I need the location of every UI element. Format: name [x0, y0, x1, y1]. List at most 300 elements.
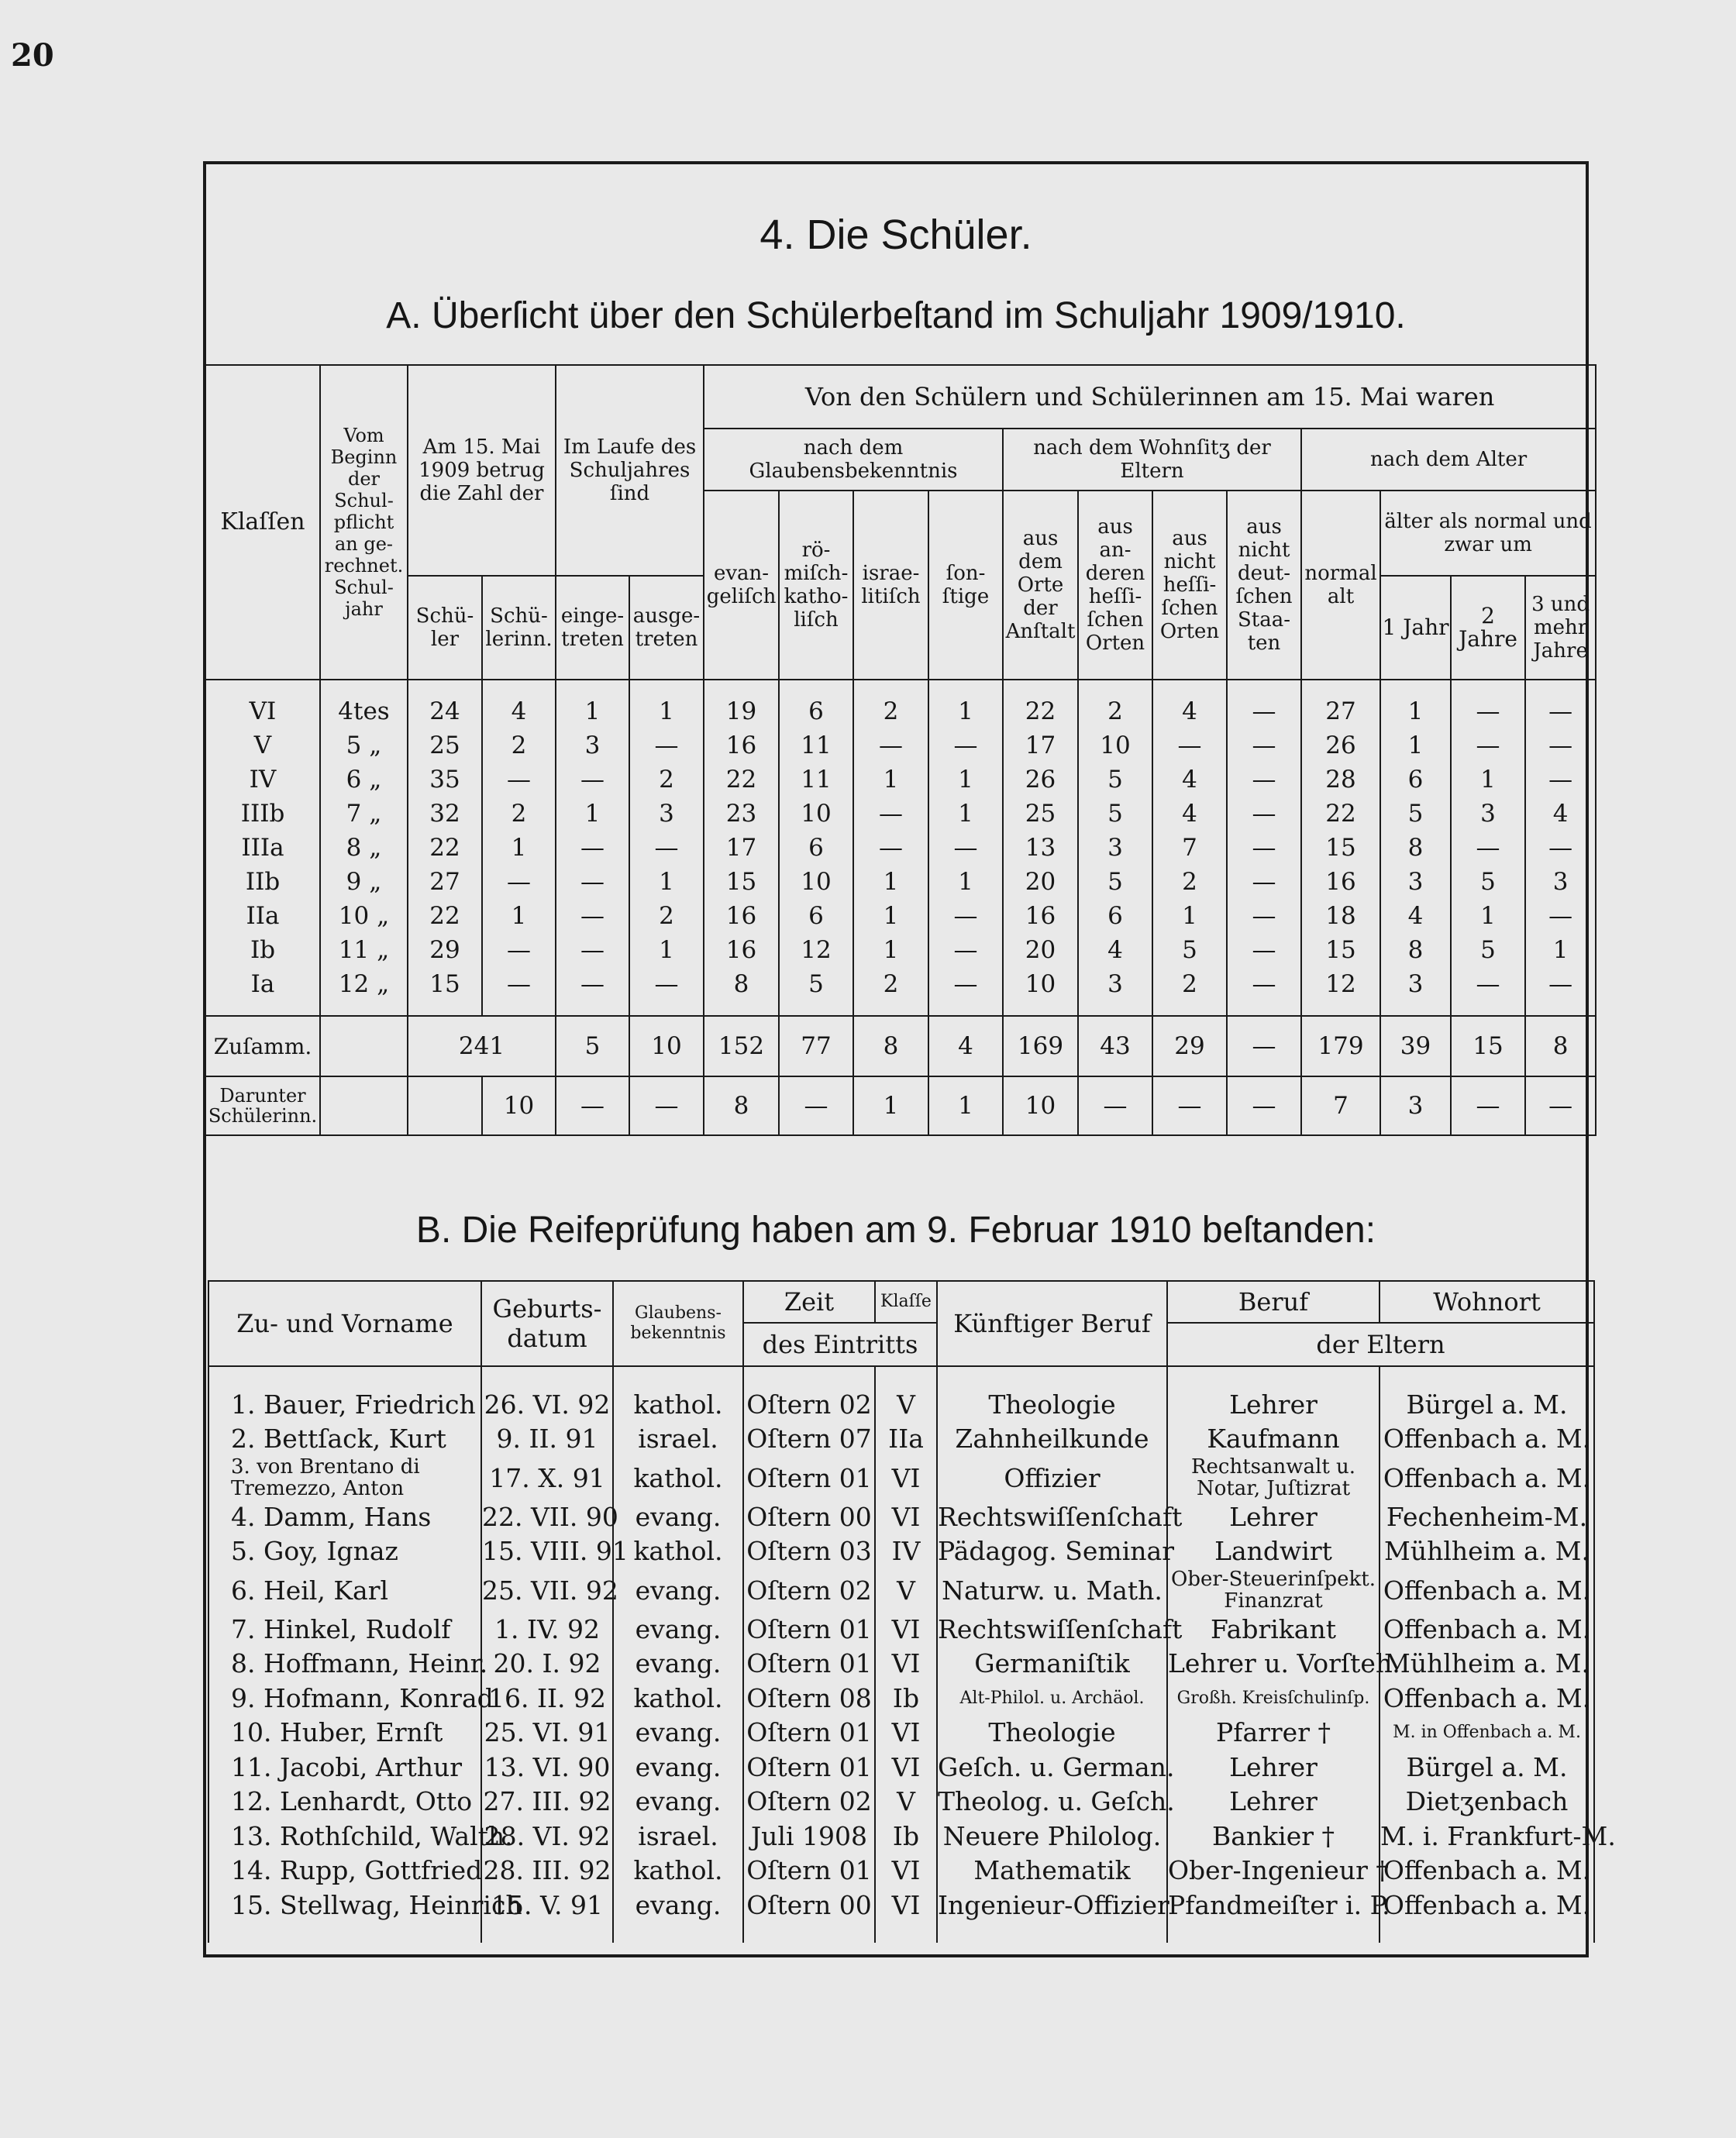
student-name: 9. Hofmann, Konrad — [208, 1681, 481, 1716]
table-cell: 5 — [1451, 865, 1525, 899]
table-cell: — — [1152, 1076, 1227, 1135]
table-cell: 16 — [1301, 865, 1380, 899]
header-roemisch: römiſchkatholiſch — [779, 491, 853, 680]
table-b-title: B. Die Reifeprüfung haben am 9. Februar 1910 beſtanden: — [415, 1210, 1376, 1251]
birth-date: 25. VII. 92 — [481, 1568, 613, 1612]
table-cell: 1 — [1525, 933, 1596, 967]
table-cell: 1 — [928, 1076, 1003, 1135]
table-cell: 1 — [629, 933, 704, 967]
entry-class: VI — [875, 1888, 937, 1943]
birth-date: 9. II. 91 — [481, 1422, 613, 1457]
table-cell: 4 — [482, 680, 556, 728]
future-profession: Ingenieur-Offizier — [937, 1888, 1167, 1943]
header-klasse: Klaſſe — [875, 1281, 937, 1323]
entry-time: Oſtern 02 — [743, 1366, 875, 1422]
religion: evang. — [613, 1888, 743, 1943]
table-cell: — — [853, 728, 928, 763]
table-cell: 27 — [1301, 680, 1380, 728]
table-row — [208, 1568, 1594, 1612]
parent-profession: Fabrikant — [1167, 1612, 1380, 1647]
entry-time: Oſtern 07 — [743, 1422, 875, 1457]
header-vom-beginn: Vom Beginn der Schulpflicht an gerechnet. Schuljahr — [320, 365, 408, 680]
future-profession: Neuere Philolog. — [937, 1819, 1167, 1854]
religion: kathol. — [613, 1456, 743, 1499]
table-cell: 29 — [1152, 1016, 1227, 1076]
religion: evang. — [613, 1499, 743, 1534]
table-cell: — — [1525, 831, 1596, 865]
religion: kathol. — [613, 1854, 743, 1888]
future-profession: Theologie — [937, 1716, 1167, 1751]
entry-time: Oſtern 02 — [743, 1568, 875, 1612]
table-cell: 25 — [408, 728, 482, 763]
header-aus-dem-orte: aus dem Orte der Anſtalt — [1003, 491, 1078, 680]
table-cell: 5 — [779, 967, 853, 1016]
parent-profession: Ober-Ingenieur † — [1167, 1854, 1380, 1888]
entry-class: VI — [875, 1854, 937, 1888]
table-cell: — — [1227, 680, 1301, 728]
table-row — [205, 933, 1596, 967]
table-cell: 8 — [704, 1076, 779, 1135]
parent-profession: Pfandmeiſter i. P. — [1167, 1888, 1380, 1943]
table-cell: — — [556, 933, 629, 967]
table-row — [205, 680, 1596, 728]
entry-time: Oſtern 01 — [743, 1647, 875, 1682]
table-cell: — — [482, 933, 556, 967]
header-zeit: Zeit — [743, 1281, 875, 1323]
table-cell: 2 — [1078, 680, 1152, 728]
entry-class: Ib — [875, 1681, 937, 1716]
header-ausgetreten: ausgetreten — [629, 576, 704, 680]
table-cell: 5 — [1078, 865, 1152, 899]
table-cell: 22 — [1003, 680, 1078, 728]
entry-time: Juli 1908 — [743, 1819, 875, 1854]
table-cell: 10 — [1003, 967, 1078, 1016]
table-cell: — — [629, 831, 704, 865]
table-cell — [320, 1016, 408, 1076]
header-klassen: Klaſſen — [205, 365, 320, 680]
religion: evang. — [613, 1750, 743, 1785]
header-evangelisch: evangeliſch — [704, 491, 779, 680]
table-cell: — — [1078, 1076, 1152, 1135]
religion: evang. — [613, 1647, 743, 1682]
table-cell: 7 — [1301, 1076, 1380, 1135]
table-a-title: A. Überſicht über den Schülerbeſtand im Schuljahr 1909/1910. — [386, 295, 1406, 336]
table-cell: — — [1227, 1016, 1301, 1076]
religion: kathol. — [613, 1366, 743, 1422]
zusammen-label: Zuſamm. — [205, 1016, 320, 1076]
entry-class: V — [875, 1568, 937, 1612]
table-cell: 4 — [1152, 680, 1227, 728]
table-cell: 6 — [779, 680, 853, 728]
table-cell: 15 — [408, 967, 482, 1016]
table-cell: 1 — [482, 899, 556, 933]
table-cell: 4 — [1152, 797, 1227, 831]
table-cell: 3 — [1380, 967, 1451, 1016]
religion: evang. — [613, 1785, 743, 1820]
table-cell: 1 — [928, 680, 1003, 728]
entry-class: IV — [875, 1534, 937, 1569]
table-row — [205, 763, 1596, 797]
header-eingetreten: eingetreten — [556, 576, 629, 680]
table-cell: 8 — [704, 967, 779, 1016]
table-cell: 15 — [704, 865, 779, 899]
class-label: IIIb — [205, 797, 320, 831]
birth-date: 15. V. 91 — [481, 1888, 613, 1943]
class-label: Ia — [205, 967, 320, 1016]
table-cell: — — [1525, 763, 1596, 797]
table-cell: 1 — [928, 763, 1003, 797]
table-cell: — — [1227, 1076, 1301, 1135]
header-name: Zu- und Vorname — [208, 1281, 481, 1366]
table-cell: 4 — [1078, 933, 1152, 967]
table-cell: 3 — [1078, 967, 1152, 1016]
entry-class: V — [875, 1366, 937, 1422]
table-cell: 5 — [556, 1016, 629, 1076]
table-cell: 1 — [629, 680, 704, 728]
table-cell: 1 — [556, 680, 629, 728]
table-cell: 22 — [1301, 797, 1380, 831]
table-cell: 27 — [408, 865, 482, 899]
student-name: 13. Rothſchild, Walth. — [208, 1819, 481, 1854]
header-eintritt: des Eintritts — [743, 1323, 937, 1366]
table-cell: 20 — [1003, 865, 1078, 899]
table-cell: 6 „ — [320, 763, 408, 797]
entry-class: V — [875, 1785, 937, 1820]
birth-date: 28. III. 92 — [481, 1854, 613, 1888]
table-cell: 29 — [408, 933, 482, 967]
table-cell: 3 — [1451, 797, 1525, 831]
class-label: IIa — [205, 899, 320, 933]
table-cell: 8 — [1525, 1016, 1596, 1076]
header-aus-nicht-hess: aus nicht heſſiſchen Orten — [1152, 491, 1227, 680]
table-cell: 7 — [1152, 831, 1227, 865]
table-row — [205, 728, 1596, 763]
table-cell: 1 — [853, 899, 928, 933]
table-cell: — — [556, 763, 629, 797]
header-aus-anderen: aus anderen heſſiſchen Orten — [1078, 491, 1152, 680]
table-cell: 2 — [1152, 865, 1227, 899]
table-cell: 11 „ — [320, 933, 408, 967]
table-cell: 15 — [1451, 1016, 1525, 1076]
religion: evang. — [613, 1568, 743, 1612]
birth-date: 1. IV. 92 — [481, 1612, 613, 1647]
header-wohnsitz: nach dem Wohnſitʒ der Eltern — [1003, 429, 1301, 491]
table-cell: — — [1227, 831, 1301, 865]
parent-profession: Bankier † — [1167, 1819, 1380, 1854]
table-cell: — — [853, 797, 928, 831]
table-row — [208, 1647, 1594, 1682]
table-cell: 11 — [779, 728, 853, 763]
section-title: 4. Die Schüler. — [760, 212, 1032, 258]
table-cell: 4 — [1152, 763, 1227, 797]
table-cell: 1 — [853, 763, 928, 797]
parent-profession: Lehrer — [1167, 1785, 1380, 1820]
student-name: 12. Lenhardt, Otto — [208, 1785, 481, 1820]
student-name: 4. Damm, Hans — [208, 1499, 481, 1534]
entry-class: Ib — [875, 1819, 937, 1854]
header-normal-alt: normal alt — [1301, 491, 1380, 680]
parent-residence: Fechenheim-M. — [1380, 1499, 1594, 1534]
header-glaubens: nach dem Glaubensbekenntnis — [704, 429, 1003, 491]
table-a — [205, 364, 1596, 1136]
table-cell: 1 — [853, 1076, 928, 1135]
table-cell: 3 — [1078, 831, 1152, 865]
table-cell — [408, 1076, 482, 1135]
parent-residence: Offenbach a. M. — [1380, 1456, 1594, 1499]
table-cell: 169 — [1003, 1016, 1078, 1076]
table-cell: 1 — [556, 797, 629, 831]
table-cell: 179 — [1301, 1016, 1380, 1076]
table-cell: 1 — [1380, 680, 1451, 728]
future-profession: Zahnheilkunde — [937, 1422, 1167, 1457]
table-row — [205, 865, 1596, 899]
table-cell: 15 — [1301, 933, 1380, 967]
class-label: VI — [205, 680, 320, 728]
birth-date: 13. VI. 90 — [481, 1750, 613, 1785]
header-alter: nach dem Alter — [1301, 429, 1596, 491]
table-cell: — — [1525, 967, 1596, 1016]
table-cell: — — [1451, 967, 1525, 1016]
table-b — [208, 1280, 1616, 1943]
table-cell: 8 — [853, 1016, 928, 1076]
entry-time: Oſtern 00 — [743, 1888, 875, 1943]
class-label: IIIa — [205, 831, 320, 865]
parent-residence: Offenbach a. M. — [1380, 1422, 1594, 1457]
table-cell: 5 — [1078, 763, 1152, 797]
header-1-jahr: 1 Jahr — [1380, 576, 1451, 680]
header-geburt: Geburtsdatum — [481, 1281, 613, 1366]
table-cell: 3 — [1380, 1076, 1451, 1135]
religion: evang. — [613, 1716, 743, 1751]
table-cell: 32 — [408, 797, 482, 831]
table-cell: 12 „ — [320, 967, 408, 1016]
table-cell: 4 — [1380, 899, 1451, 933]
header-wohnort: Wohnort — [1380, 1281, 1594, 1323]
table-cell: 10 — [629, 1016, 704, 1076]
table-row — [205, 797, 1596, 831]
table-cell: — — [629, 1076, 704, 1135]
table-cell: 17 — [704, 831, 779, 865]
student-name: 7. Hinkel, Rudolf — [208, 1612, 481, 1647]
religion: kathol. — [613, 1681, 743, 1716]
table-cell: 1 — [853, 933, 928, 967]
future-profession: Theologie — [937, 1366, 1167, 1422]
table-cell: — — [853, 831, 928, 865]
table-cell: 3 — [629, 797, 704, 831]
table-cell: — — [779, 1076, 853, 1135]
birth-date: 25. VI. 91 — [481, 1716, 613, 1751]
table-cell: — — [1227, 899, 1301, 933]
table-cell: 16 — [1003, 899, 1078, 933]
table-row — [208, 1750, 1594, 1785]
entry-class: VI — [875, 1499, 937, 1534]
table-row — [208, 1456, 1594, 1499]
table-cell: 23 — [704, 797, 779, 831]
table-cell: 5 „ — [320, 728, 408, 763]
table-cell: 10 — [779, 865, 853, 899]
student-name: 10. Huber, Ernſt — [208, 1716, 481, 1751]
table-cell: 4 — [928, 1016, 1003, 1076]
future-profession: Rechtswiſſenſchaft — [937, 1499, 1167, 1534]
table-cell: 10 — [779, 797, 853, 831]
table-cell: 2 — [629, 763, 704, 797]
table-cell: — — [928, 933, 1003, 967]
table-cell: 1 — [1451, 763, 1525, 797]
student-name: 14. Rupp, Gottfried — [208, 1854, 481, 1888]
entry-class: IIa — [875, 1422, 937, 1457]
table-cell: 10 — [1003, 1076, 1078, 1135]
table-cell: 5 — [1380, 797, 1451, 831]
table-cell: 8 — [1380, 933, 1451, 967]
table-row — [208, 1854, 1594, 1888]
birth-date: 16. II. 92 — [481, 1681, 613, 1716]
table-cell: 9 „ — [320, 865, 408, 899]
header-schueler: Schüler — [408, 576, 482, 680]
header-2-jahre: 2 Jahre — [1451, 576, 1525, 680]
table-cell: 24 — [408, 680, 482, 728]
entry-time: Oſtern 01 — [743, 1854, 875, 1888]
header-israelitisch: israelitiſch — [853, 491, 928, 680]
table-row — [208, 1612, 1594, 1647]
future-profession: Mathematik — [937, 1854, 1167, 1888]
table-row — [208, 1716, 1594, 1751]
table-cell: — — [482, 865, 556, 899]
table-row — [208, 1681, 1594, 1716]
table-row — [208, 1499, 1594, 1534]
student-name: 8. Hoffmann, Heinr. — [208, 1647, 481, 1682]
student-name: 2. Bettſack, Kurt — [208, 1422, 481, 1457]
entry-time: Oſtern 01 — [743, 1750, 875, 1785]
entry-class: VI — [875, 1750, 937, 1785]
table-cell: 4tes — [320, 680, 408, 728]
parent-residence: Offenbach a. M. — [1380, 1854, 1594, 1888]
table-cell: 2 — [629, 899, 704, 933]
parent-residence: M. i. Frankfurt-M. — [1380, 1819, 1594, 1854]
table-cell: 20 — [1003, 933, 1078, 967]
table-row — [208, 1819, 1594, 1854]
table-row — [208, 1366, 1594, 1422]
future-profession: Offizier — [937, 1456, 1167, 1499]
birth-date: 22. VII. 90 — [481, 1499, 613, 1534]
table-cell: 11 — [779, 763, 853, 797]
table-cell: 152 — [704, 1016, 779, 1076]
table-cell: 1 — [629, 865, 704, 899]
class-label: Ib — [205, 933, 320, 967]
table-cell: — — [928, 831, 1003, 865]
entry-time: Oſtern 02 — [743, 1785, 875, 1820]
table-cell: 1 — [928, 797, 1003, 831]
table-cell: 3 — [556, 728, 629, 763]
header-glaube: Glaubensbekenntnis — [613, 1281, 743, 1366]
future-profession: Rechtswiſſenſchaft — [937, 1612, 1167, 1647]
birth-date: 28. VI. 92 — [481, 1819, 613, 1854]
parent-residence: M. in Offenbach a. M. — [1380, 1716, 1594, 1751]
table-cell: 12 — [779, 933, 853, 967]
table-cell: — — [928, 899, 1003, 933]
religion: israel. — [613, 1422, 743, 1457]
student-name: 5. Goy, Ignaz — [208, 1534, 481, 1569]
table-cell: 25 — [1003, 797, 1078, 831]
entry-time: Oſtern 01 — [743, 1612, 875, 1647]
header-schuelerinn: Schülerinn. — [482, 576, 556, 680]
table-cell: — — [1227, 865, 1301, 899]
table-cell: 1 — [928, 865, 1003, 899]
table-cell: 8 „ — [320, 831, 408, 865]
parent-residence: Offenbach a. M. — [1380, 1612, 1594, 1647]
table-cell: 17 — [1003, 728, 1078, 763]
table-cell: — — [1152, 728, 1227, 763]
class-label: V — [205, 728, 320, 763]
table-cell: 15 — [1301, 831, 1380, 865]
header-sonstige: ſonſtige — [928, 491, 1003, 680]
table-cell: 26 — [1003, 763, 1078, 797]
table-row — [208, 1888, 1594, 1943]
table-cell: — — [1227, 933, 1301, 967]
header-am-15-mai: Am 15. Mai 1909 betrug die Zahl der — [408, 365, 556, 576]
table-cell: 2 — [482, 728, 556, 763]
birth-date: 17. X. 91 — [481, 1456, 613, 1499]
table-cell: 35 — [408, 763, 482, 797]
table-row — [205, 899, 1596, 933]
header-im-laufe: Im Laufe des Schuljahres ſind — [556, 365, 704, 576]
table-cell: — — [482, 967, 556, 1016]
future-profession: Naturw. u. Math. — [937, 1568, 1167, 1612]
student-name: 11. Jacobi, Arthur — [208, 1750, 481, 1785]
table-cell: 16 — [704, 933, 779, 967]
entry-time: Oſtern 01 — [743, 1456, 875, 1499]
table-cell: 19 — [704, 680, 779, 728]
table-cell: — — [1227, 967, 1301, 1016]
table-cell: 16 — [704, 728, 779, 763]
parent-residence: Dietʒenbach — [1380, 1785, 1594, 1820]
birth-date: 26. VI. 92 — [481, 1366, 613, 1422]
birth-date: 15. VIII. 91 — [481, 1534, 613, 1569]
table-cell: — — [1227, 728, 1301, 763]
table-cell: — — [928, 728, 1003, 763]
table-cell: — — [556, 831, 629, 865]
parent-profession: Kaufmann — [1167, 1422, 1380, 1457]
table-cell: 43 — [1078, 1016, 1152, 1076]
table-cell: — — [928, 967, 1003, 1016]
birth-date: 27. III. 92 — [481, 1785, 613, 1820]
parent-profession: Großh. Kreisſchulinſp. — [1167, 1681, 1380, 1716]
table-cell: 77 — [779, 1016, 853, 1076]
table-cell: 6 — [1380, 763, 1451, 797]
header-beruf: Beruf — [1167, 1281, 1380, 1323]
parent-residence: Mühlheim a. M. — [1380, 1534, 1594, 1569]
table-cell: — — [556, 865, 629, 899]
table-cell: — — [1525, 728, 1596, 763]
entry-time: Oſtern 00 — [743, 1499, 875, 1534]
class-label: IV — [205, 763, 320, 797]
table-row — [208, 1785, 1594, 1820]
table-cell — [320, 1076, 408, 1135]
table-cell: — — [1525, 680, 1596, 728]
future-profession: Theolog. u. Geſch. — [937, 1785, 1167, 1820]
zusammen-total: 241 — [408, 1016, 556, 1076]
future-profession: Germaniſtik — [937, 1647, 1167, 1682]
parent-profession: Lehrer — [1167, 1499, 1380, 1534]
table-cell: 4 — [1525, 797, 1596, 831]
entry-time: Oſtern 08 — [743, 1681, 875, 1716]
header-von-den-schuelern: Von den Schülern und Schülerinnen am 15. Mai waren — [704, 365, 1596, 429]
table-cell: 3 — [1380, 865, 1451, 899]
table-cell: — — [556, 899, 629, 933]
header-kuenftig: Künftiger Beruf — [937, 1281, 1167, 1366]
student-name: 15. Stellwag, Heinrich — [208, 1888, 481, 1943]
parent-residence: Mühlheim a. M. — [1380, 1647, 1594, 1682]
table-cell: 1 — [853, 865, 928, 899]
